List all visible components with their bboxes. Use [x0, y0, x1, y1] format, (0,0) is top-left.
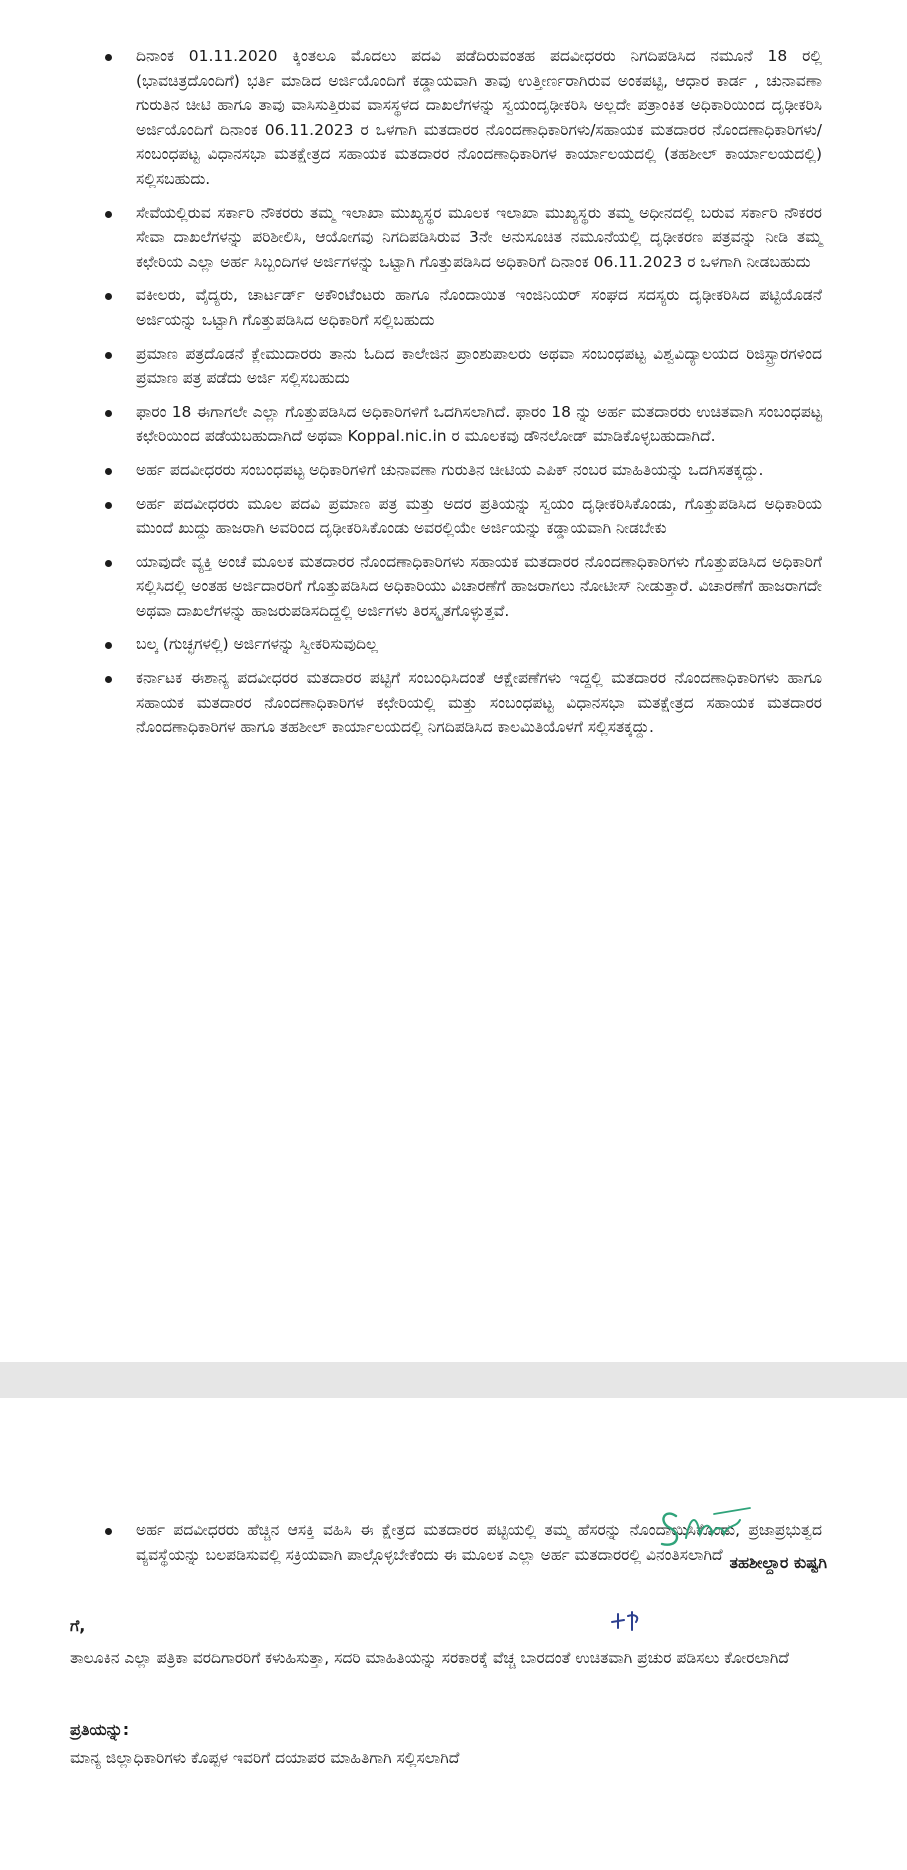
- document-page-2: [0, 1398, 907, 1870]
- list-item: ಬಲ್ಕ (ಗುಚ್ಛಗಳಲ್ಲಿ) ಅರ್ಜಿಗಳನ್ನು ಸ್ವೀಕರಿಸುವುದಿಲ್ಲ: [100, 632, 822, 657]
- page-separator: [0, 1362, 907, 1398]
- list-item: ಸೇವೆಯಲ್ಲಿರುವ ಸರ್ಕಾರಿ ನೌಕರರು ತಮ್ಮ ಇಲಾಖಾ ಮುಖ್ಯಸ್ಥರ ಮೂಲಕ ಇಲಾಖಾ ಮುಖ್ಯಸ್ಥರು ತಮ್ಮ ಅಧೀನದಲ್ಲಿ ಬರುವ ಸರ್ಕಾರಿ ನೌಕರರ ಸೇವಾ ದಾಖಲೆಗಳನ್ನು ಪರಿಶೀಲಿಸಿ, ಆಯೋಗವು ನಿಗದಿಪಡಿಸಿರುವ 3ನೇ ಅನುಸೂಚಿತ ನಮೂನೆಯಲ್ಲಿ ದೃಢೀಕರಣ ಪತ್ರವನ್ನು ನೀಡಿ ತಮ್ಮ ಕಛೇರಿಯ ಎಲ್ಲಾ ಅರ್ಹ ಸಿಬ್ಬಂದಿಗಳ ಅರ್ಜಿಗಳನ್ನು ಒಟ್ಟಾಗಿ ಗೊತ್ತುಪಡಿಸಿದ ಅಧಿಕಾರಿಗೆ ದಿನಾಂಕ 06.11.2023 ರ ಒಳಗಾಗಿ ನೀಡಬಹುದು: [100, 201, 822, 275]
- list-item: ವಕೀಲರು, ವೈದ್ಯರು, ಚಾರ್ಟರ್ಡ್ ಅಕೌಂಟೆಂಟರು ಹಾಗೂ ನೊಂದಾಯಿತ ಇಂಜಿನಿಯರ್ ಸಂಘದ ಸದಸ್ಯರು ದೃಢೀಕರಿಸಿದ ಪಟ್ಟಿಯೊಡನೆ ಅರ್ಜಿಯನ್ನು ಒಟ್ಟಾಗಿ ಗೊತ್ತುಪಡಿಸಿದ ಅಧಿಕಾರಿಗೆ ಸಲ್ಲಿಬಹುದು: [100, 283, 822, 332]
- recipient-text: ತಾಲೂಕಿನ ಎಲ್ಲಾ ಪತ್ರಿಕಾ ವರದಿಗಾರರಿಗೆ ಕಳುಹಿಸುತ್ತಾ, ಸದರಿ ಮಾಹಿತಿಯನ್ನು ಸರಕಾರಕ್ಕೆ ವೆಚ್ಚ ಬಾರದಂತೆ ಉಚಿತವಾಗಿ ಪ್ರಚುರ ಪಡಿಸಲು ಕೋರಲಾಗಿದೆ: [70, 1649, 790, 1667]
- instruction-list: [100, 44, 822, 749]
- list-item: ಅರ್ಹ ಪದವೀಧರರು ಹೆಚ್ಚಿನ ಆಸಕ್ತಿ ವಹಿಸಿ ಈ ಕ್ಷೇತ್ರದ ಮತದಾರರ ಪಟ್ಟಿಯಲ್ಲಿ ತಮ್ಮ ಹೆಸರನ್ನು ನೊಂದಾಯಿಸಿಕೊಂಡು, ಪ್ರಜಾಪ್ರಭುತ್ವದ ವ್ಯವಸ್ಥೆಯನ್ನು ಬಲಪಡಿಸುವಲ್ಲಿ ಸಕ್ರಿಯವಾಗಿ ಪಾಲ್ಗೊಳ್ಳಬೇಕೆಂದು ಈ ಮೂಲಕ ಎಲ್ಲಾ ಅರ್ಹ ಮತದಾರರಲ್ಲಿ ವಿನಂತಿಸಲಾಗಿದೆ: [100, 1518, 822, 1567]
- recipient-label: ಗೆ,: [70, 1616, 86, 1635]
- list-item: ಯಾವುದೇ ವ್ಯಕ್ತಿ ಅಂಚೆ ಮೂಲಕ ಮತದಾರರ ನೊಂದಣಾಧಿಕಾರಿಗಳು ಸಹಾಯಕ ಮತದಾರರ ನೊಂದಣಾಧಿಕಾರಿಗಳು ಗೊತ್ತುಪಡಿಸಿದ ಅಧಿಕಾರಿಗೆ ಸಲ್ಲಿಸಿದಲ್ಲಿ ಅಂತಹ ಅರ್ಜಿದಾರರಿಗೆ ಗೊತ್ತುಪಡಿಸಿದ ಅಧಿಕಾರಿಯು ವಿಚಾರಣೆಗೆ ಹಾಜರಾಗಲು ನೋಟೀಸ್ ನೀಡುತ್ತಾರೆ. ವಿಚಾರಣೆಗೆ ಹಾಜರಾಗದೇ ಅಥವಾ ದಾಖಲೆಗಳನ್ನು ಹಾಜರುಪಡಿಸದಿದ್ದಲ್ಲಿ ಅರ್ಜಿಗಳು ತಿರಸ್ಕೃತಗೊಳ್ಳುತ್ತವೆ.: [100, 550, 822, 624]
- initial-mark: [606, 1608, 646, 1634]
- copy-to-text: ಮಾನ್ಯ ಜಿಲ್ಲಾಧಿಕಾರಿಗಳು ಕೊಪ್ಪಳ ಇವರಿಗೆ ದಯಾಪರ ಮಾಹಿತಿಗಾಗಿ ಸಲ್ಲಿಸಲಾಗಿದೆ: [70, 1749, 460, 1767]
- signature: [656, 1498, 756, 1554]
- list-item: ದಿನಾಂಕ 01.11.2020 ಕ್ಕಿಂತಲೂ ಮೊದಲು ಪದವಿ ಪಡೆದಿರುವಂತಹ ಪದವೀಧರರು ನಿಗದಿಪಡಿಸಿದ ನಮೂನೆ 18 ರಲ್ಲಿ (ಭಾವಚಿತ್ರದೊಂದಿಗೆ) ಭರ್ತಿ ಮಾಡಿದ ಅರ್ಜಿಯೊಂದಿಗೆ ಕಡ್ಡಾಯವಾಗಿ ತಾವು ಉತ್ತೀರ್ಣರಾಗಿರುವ ಅಂಕಪಟ್ಟಿ, ಆಧಾರ ಕಾರ್ಡ , ಚುನಾವಣಾ ಗುರುತಿನ ಚೀಟಿ ಹಾಗೂ ತಾವು ವಾಸಿಸುತ್ತಿರುವ ವಾಸಸ್ಥಳದ ದಾಖಲೆಗಳನ್ನು ಸ್ವಯಂದೃಢೀಕರಿಸಿ ಅಲ್ಲದೇ ಪತ್ರಾಂಕಿತ ಅಧಿಕಾರಿಯಿಂದ ದೃಢೀಕರಿಸಿ ಅರ್ಜಿಯೊಂದಿಗೆ ದಿನಾಂಕ 06.11.2023 ರ ಒಳಗಾಗಿ ಮತದಾರರ ನೊಂದಣಾಧಿಕಾರಿಗಳು/ಸಹಾಯಕ ಮತದಾರರ ನೊಂದಣಾಧಿಕಾರಿಗಳು/ಸಂಬಂಧಪಟ್ಟ ವಿಧಾನಸಭಾ ಮತಕ್ಷೇತ್ರದ ಸಹಾಯಕ ಮತದಾರರ ನೊಂದಣಾಧಿಕಾರಿಗಳ ಕಾರ್ಯಾಲಯದಲ್ಲಿ (ತಹಶೀಲ್ ಕಾರ್ಯಾಲಯದಲ್ಲಿ) ಸಲ್ಲಿಸಬಹುದು.: [100, 44, 822, 192]
- list-item: ಕರ್ನಾಟಕ ಈಶಾನ್ಯ ಪದವೀಧರರ ಮತದಾರರ ಪಟ್ಟಿಗೆ ಸಂಬಂಧಿಸಿದಂತೆ ಆಕ್ಷೇಪಣೆಗಳು ಇದ್ದಲ್ಲಿ ಮತದಾರರ ನೊಂದಣಾಧಿಕಾರಿಗಳು ಹಾಗೂ ಸಹಾಯಕ ಮತದಾರರ ನೊಂದಣಾಧಿಕಾರಿಗಳ ಕಛೇರಿಯಲ್ಲಿ ಮತ್ತು ಸಂಬಂಧಪಟ್ಟ ವಿಧಾನಸಭಾ ಮತಕ್ಷೇತ್ರದ ಸಹಾಯಕ ಮತದಾರರ ನೊಂದಣಾಧಿಕಾರಿಗಳ ಹಾಗೂ ತಹಶೀಲ್ ಕಾರ್ಯಾಲಯದಲ್ಲಿ ನಿಗದಿಪಡಿಸಿದ ಕಾಲಮಿತಿಯೊಳಗೆ ಸಲ್ಲಿಸತಕ್ಕದ್ದು.: [100, 666, 822, 740]
- list-item: ಫಾರಂ 18 ಈಗಾಗಲೇ ಎಲ್ಲಾ ಗೊತ್ತುಪಡಿಸಿದ ಅಧಿಕಾರಿಗಳಿಗೆ ಒದಗಿಸಲಾಗಿದೆ. ಫಾರಂ 18 ನ್ನು ಅರ್ಹ ಮತದಾರರು ಉಚಿತವಾಗಿ ಸಂಬಂಧಪಟ್ಟ ಕಛೇರಿಯಿಂದ ಪಡೆಯಬಹುದಾಗಿದೆ ಅಥವಾ Koppal.nic.in ರ ಮೂಲಕವು ಡೌನಲೋಡ್ ಮಾಡಿಕೊಳ್ಳಬಹುದಾಗಿದೆ.: [100, 400, 822, 449]
- list-item: ಅರ್ಹ ಪದವೀಧರರು ಮೂಲ ಪದವಿ ಪ್ರಮಾಣ ಪತ್ರ ಮತ್ತು ಅದರ ಪ್ರತಿಯನ್ನು ಸ್ವಯಂ ದೃಢೀಕರಿಸಿಕೊಂಡು, ಗೊತ್ತುಪಡಿಸಿದ ಅಧಿಕಾರಿಯ ಮುಂದೆ ಖುದ್ದು ಹಾಜರಾಗಿ ಅವರಿಂದ ದೃಢೀಕರಿಸಿಕೊಂಡು ಅವರಲ್ಲಿಯೇ ಅರ್ಜಿಯನ್ನು ಕಡ್ಡಾಯವಾಗಿ ನೀಡಬೇಕು: [100, 492, 822, 541]
- list-item: ಪ್ರಮಾಣ ಪತ್ರದೊಡನೆ ಕ್ಲೇಮುದಾರರು ತಾನು ಓದಿದ ಕಾಲೇಜಿನ ಪ್ರಾಂಶುಪಾಲರು ಅಥವಾ ಸಂಬಂಧಪಟ್ಟ ವಿಶ್ವವಿದ್ಯಾಲಯದ ರಿಜಿಸ್ಟ್ರಾರಗಳಿಂದ ಪ್ರಮಾಣ ಪತ್ರ ಪಡೆದು ಅರ್ಜಿ ಸಲ್ಲಿಸಬಹುದು: [100, 342, 822, 391]
- copy-to-label: ಪ್ರತಿಯನ್ನು:: [70, 1720, 130, 1739]
- signatory-title: ತಹಶೀಲ್ದಾರ ಕುಷ್ಟಗಿ: [729, 1553, 827, 1572]
- list-item: ಅರ್ಹ ಪದವೀಧರರು ಸಂಬಂಧಪಟ್ಟ ಅಧಿಕಾರಿಗಳಿಗೆ ಚುನಾವಣಾ ಗುರುತಿನ ಚೀಟಿಯ ಎಪಿಕ್ ನಂಬರ ಮಾಹಿತಿಯನ್ನು ಒದಗಿಸತಕ್ಕದ್ದು.: [100, 458, 822, 483]
